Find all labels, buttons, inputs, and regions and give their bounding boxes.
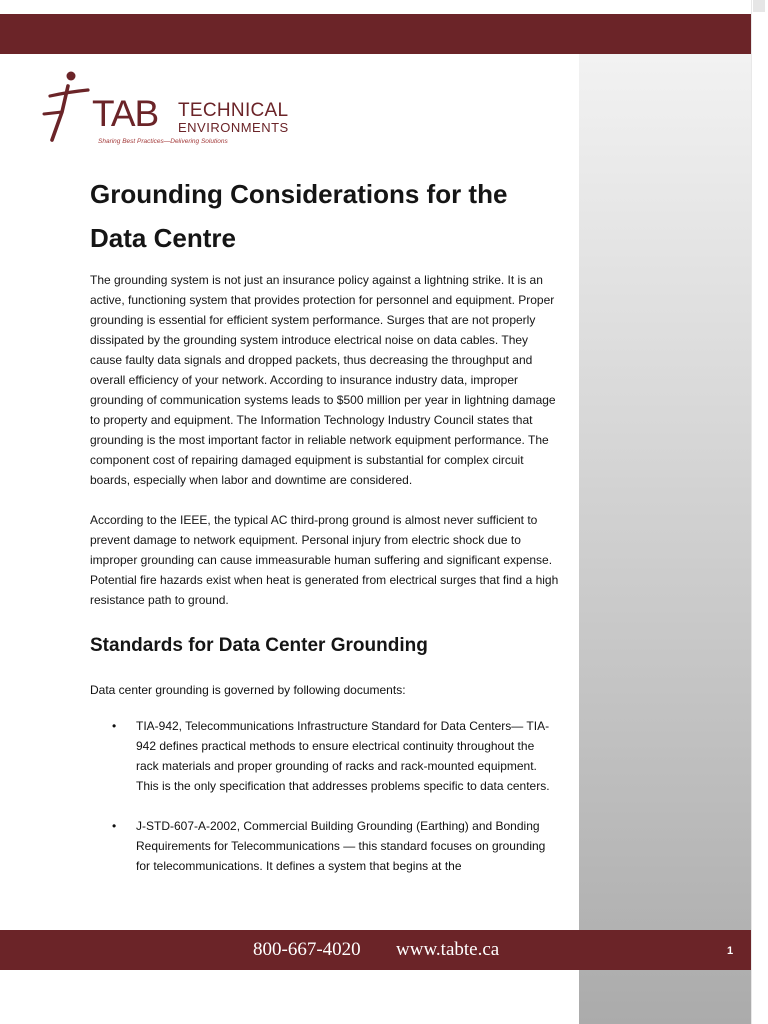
page-number: 1 [727, 945, 734, 957]
list-item-text: J-STD-607-A-2002, Commercial Building Grounding (Earthing) and Bonding Requirements for Telecommunications — this standard focuses on grounding for telecommunications. It defines a system that begins at the [136, 819, 546, 873]
section-intro: Data center grounding is governed by following documents: [90, 683, 406, 697]
footer-website-link[interactable]: www.tabte.ca [396, 939, 500, 960]
document-body [90, 172, 560, 896]
list-item-text: TIA-942, Telecommunications Infrastructure Standard for Data Centers— TIA-942 defines practical methods to ensure electrical continuity throughout the rack materials and proper grounding of racks and rack-mounted equipment. This is the only specification that addresses problems specific to data centers. [136, 719, 550, 793]
logo-tagline: Sharing Best Practices—Delivering Solutions [98, 138, 228, 145]
top-strip [0, 0, 768, 14]
logo-tab-wordmark: TAB [92, 93, 159, 134]
section-heading: Standards for Data Center Grounding [90, 635, 428, 656]
list-item [90, 816, 560, 876]
standards-list [90, 716, 560, 876]
document-title: Grounding Considerations for the Data Centre [90, 179, 508, 253]
footer-band [0, 930, 751, 970]
company-logo [38, 68, 289, 150]
footer-phone: 800-667-4020 [253, 939, 361, 960]
logo-environments-word: ENVIRONMENTS [178, 120, 289, 135]
bullet-icon: • [112, 719, 117, 733]
logo-figure-icon [38, 68, 98, 148]
scrollbar-track[interactable] [751, 0, 768, 1024]
logo-technical-word: TECHNICAL [178, 100, 289, 121]
header-band [0, 14, 768, 54]
paragraph-2: According to the IEEE, the typical AC third-prong ground is almost never sufficient to prevent damage to network equipment. Personal injury from electric shock due to improper grounding can cause immeasurable human suffering and significant expense. Potential fire hazards exist when heat is generated from electrical surges that find a high resistance path to ground. [90, 513, 559, 607]
side-panel [579, 54, 751, 1024]
paragraph-1: The grounding system is not just an insurance policy against a lightning strike. It is an active, functioning system that provides protection for personnel and equipment. Proper grounding is essential for efficient system performance. Surges that are not properly dissipated by the grounding system introduce electrical noise on data cables. They cause faulty data signals and dropped packets, thus decreasing the throughput and overall efficiency of your network. According to insurance industry data, improper grounding of communication systems leads to $500 million per year in lightning damage to property and equipment. The Information Technology Industry Council states that grounding is the most important factor in reliable network equipment performance. The component cost of repairing damaged equipment is substantial for complex circuit boards, especially when labor and downtime are considered. [90, 273, 556, 487]
scrollbar-thumb[interactable] [753, 0, 765, 12]
list-item [90, 716, 560, 796]
bullet-icon: • [112, 819, 117, 833]
